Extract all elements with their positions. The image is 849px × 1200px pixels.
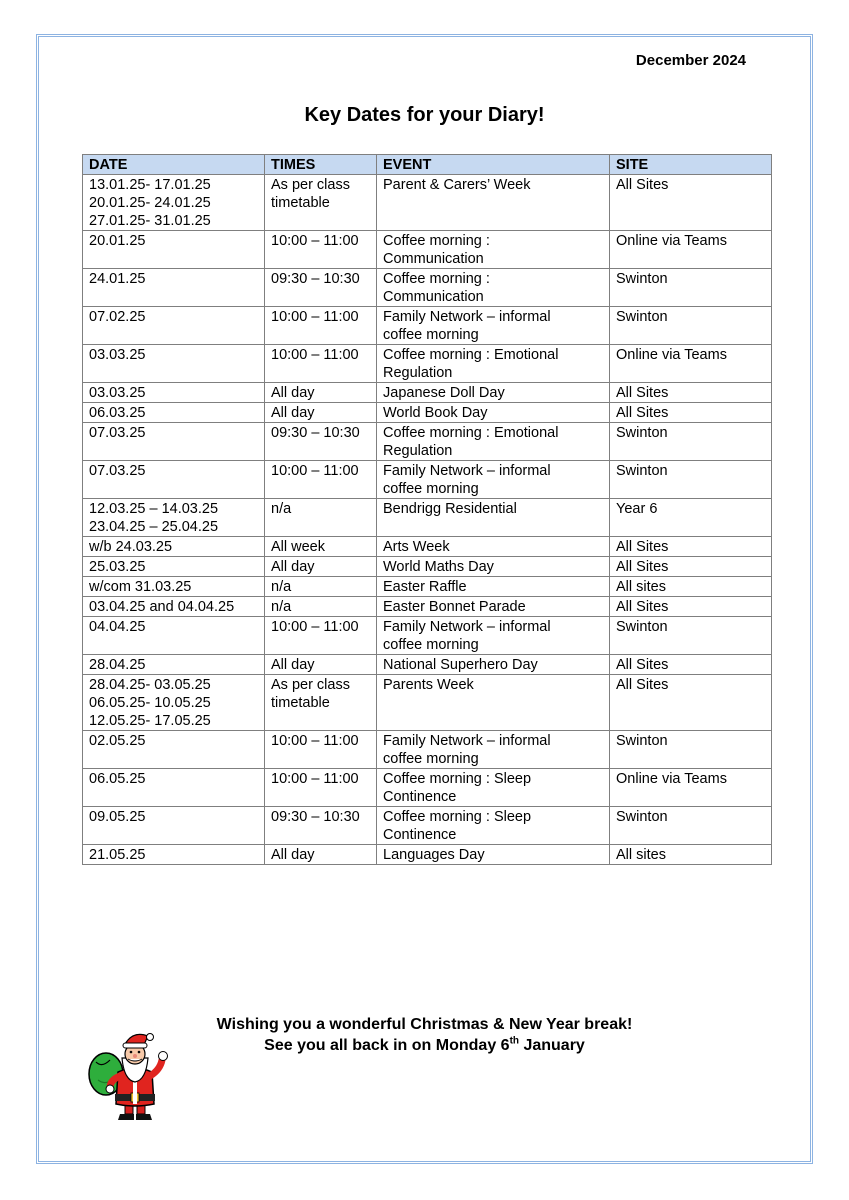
table-row [83,231,772,269]
event-cell-text: coffee morning [383,327,479,343]
return-date-suffix: January [519,1037,585,1054]
event-cell [377,231,610,269]
table-row [83,675,772,731]
date-cell-text: 28.04.25 [89,657,146,673]
site-cell [610,769,772,807]
date-cell [83,345,265,383]
site-cell [610,499,772,537]
event-cell [377,655,610,675]
times-cell [265,307,377,345]
site-cell [610,845,772,865]
event-cell-text: Family Network – informal [383,619,551,635]
times-cell-text: 10:00 – 11:00 [271,309,359,325]
site-cell [610,231,772,269]
event-cell-text: Parent & Carers’ Week [383,177,531,193]
site-cell-text: Year 6 [616,501,658,517]
times-cell-text: 09:30 – 10:30 [271,809,360,825]
column-header-times: TIMES [265,155,377,175]
event-cell-text: Japanese Doll Day [383,385,505,401]
column-header-site: SITE [610,155,772,175]
site-cell-text: Online via Teams [616,233,727,249]
times-cell-text: n/a [271,501,292,517]
date-cell-text: 03.04.25 and 04.04.25 [89,599,235,615]
date-cell [83,731,265,769]
date-cell-text: 24.01.25 [89,271,146,287]
site-cell [610,537,772,557]
times-cell-text: 10:00 – 11:00 [271,463,359,479]
event-cell [377,577,610,597]
times-cell-text: 10:00 – 11:00 [271,347,359,363]
table-row [83,655,772,675]
event-cell-text: coffee morning [383,751,479,767]
site-cell-text: Swinton [616,463,668,479]
table-row [83,269,772,307]
date-cell [83,675,265,731]
site-cell [610,557,772,577]
times-cell [265,807,377,845]
times-cell [265,231,377,269]
site-cell-text: All sites [616,847,666,863]
event-cell [377,731,610,769]
times-cell [265,769,377,807]
table-row [83,577,772,597]
table-row [83,557,772,577]
event-cell [377,383,610,403]
event-cell [377,537,610,557]
times-cell [265,675,377,731]
times-cell [265,383,377,403]
ordinal-suffix: th [509,1035,520,1047]
event-cell-text: Communication [383,289,484,305]
date-cell-text: 06.05.25 [89,771,146,787]
event-cell [377,307,610,345]
site-cell-text: All Sites [616,177,669,193]
date-cell [83,845,265,865]
event-cell-text: Family Network – informal [383,733,551,749]
site-cell-text: Swinton [616,309,668,325]
times-cell-text: 10:00 – 11:00 [271,619,359,635]
date-cell [83,655,265,675]
site-cell-text: All Sites [616,677,669,693]
date-cell-text: 07.02.25 [89,309,146,325]
event-cell-text: Continence [383,789,457,805]
table-row [83,597,772,617]
event-cell-text: Arts Week [383,539,450,555]
event-cell [377,461,610,499]
table-row [83,769,772,807]
date-cell [83,537,265,557]
date-cell-text: 03.03.25 [89,347,146,363]
event-cell-text: Regulation [383,443,453,459]
event-cell-text: Coffee morning : [383,233,490,249]
times-cell-text: 10:00 – 11:00 [271,233,359,249]
holiday-message-line-1: Wishing you a wonderful Christmas & New Year break! [216,1016,633,1033]
document-date: December 2024 [635,52,746,69]
site-cell-text: Swinton [616,271,668,287]
table-header-row [83,155,772,175]
table-row [83,175,772,231]
event-cell-text: coffee morning [383,481,479,497]
table-body [83,175,772,865]
date-cell [83,557,265,577]
times-cell-text: n/a [271,579,292,595]
table-row [83,383,772,403]
times-cell [265,617,377,655]
times-cell [265,499,377,537]
table-row [83,345,772,383]
date-cell [83,269,265,307]
table-row [83,845,772,865]
date-cell-text: 27.01.25- 31.01.25 [89,213,211,229]
date-cell-text: 28.04.25- 03.05.25 [89,677,211,693]
table-row [83,403,772,423]
column-header-date: DATE [83,155,265,175]
date-cell [83,499,265,537]
santa-icon [84,1028,180,1124]
site-cell-text: Online via Teams [616,347,727,363]
key-dates-table [82,154,772,865]
site-cell-text: Swinton [616,809,668,825]
date-cell-text: 07.03.25 [89,425,146,441]
site-cell [610,807,772,845]
site-cell-text: All Sites [616,385,669,401]
times-cell-text: 09:30 – 10:30 [271,425,360,441]
site-cell [610,617,772,655]
event-cell-text: Coffee morning : Sleep [383,809,532,825]
site-cell-text: All Sites [616,539,669,555]
site-cell-text: All Sites [616,657,669,673]
times-cell-text: n/a [271,599,292,615]
date-cell-text: 20.01.25- 24.01.25 [89,195,211,211]
table-row [83,537,772,557]
date-cell-text: 12.03.25 – 14.03.25 [89,501,219,517]
table-row [83,617,772,655]
date-cell [83,175,265,231]
event-cell [377,845,610,865]
table-row [83,307,772,345]
times-cell-text: 09:30 – 10:30 [271,271,360,287]
event-cell-text: Coffee morning : Sleep [383,771,532,787]
date-cell-text: 04.04.25 [89,619,146,635]
date-cell-text: 07.03.25 [89,463,146,479]
site-cell-text: All Sites [616,405,669,421]
site-cell-text: All sites [616,579,666,595]
table-row [83,461,772,499]
date-cell [83,461,265,499]
event-cell-text: Family Network – informal [383,463,551,479]
site-cell [610,269,772,307]
site-cell-text: All Sites [616,559,669,575]
date-cell-text: 23.04.25 – 25.04.25 [89,519,219,535]
date-cell-text: 06.05.25- 10.05.25 [89,695,211,711]
event-cell-text: Languages Day [383,847,485,863]
date-cell [83,769,265,807]
times-cell [265,577,377,597]
date-cell-text: 12.05.25- 17.05.25 [89,713,211,729]
site-cell [610,383,772,403]
event-cell [377,499,610,537]
event-cell-text: Easter Raffle [383,579,467,595]
table-row [83,807,772,845]
event-cell [377,807,610,845]
event-cell [377,557,610,577]
times-cell-text: timetable [271,695,330,711]
event-cell [377,345,610,383]
times-cell-text: All day [271,385,315,401]
site-cell-text: All Sites [616,599,669,615]
times-cell-text: 10:00 – 11:00 [271,733,359,749]
times-cell [265,269,377,307]
event-cell [377,423,610,461]
table-row [83,499,772,537]
times-cell-text: 10:00 – 11:00 [271,771,359,787]
date-cell-text: w/b 24.03.25 [89,539,173,555]
date-cell-text: 20.01.25 [89,233,146,249]
date-cell-text: 02.05.25 [89,733,146,749]
table-row [83,423,772,461]
date-cell-text: w/com 31.03.25 [89,579,192,595]
times-cell-text: All day [271,559,315,575]
event-cell-text: Continence [383,827,457,843]
site-cell [610,655,772,675]
event-cell [377,675,610,731]
site-cell [610,675,772,731]
times-cell [265,403,377,423]
event-cell-text: National Superhero Day [383,657,538,673]
event-cell-text: Coffee morning : Emotional [383,347,559,363]
site-cell [610,577,772,597]
event-cell-text: coffee morning [383,637,479,653]
date-cell [83,403,265,423]
site-cell [610,461,772,499]
date-cell [83,231,265,269]
event-cell-text: Easter Bonnet Parade [383,599,526,615]
date-cell-text: 09.05.25 [89,809,146,825]
times-cell [265,597,377,617]
times-cell [265,345,377,383]
times-cell-text: As per class [271,677,350,693]
event-cell-text: Coffee morning : Emotional [383,425,559,441]
event-cell [377,175,610,231]
times-cell [265,423,377,461]
event-cell-text: World Maths Day [383,559,494,575]
date-cell-text: 21.05.25 [89,847,146,863]
date-cell-text: 25.03.25 [89,559,146,575]
times-cell [265,731,377,769]
times-cell [265,175,377,231]
date-cell [83,807,265,845]
site-cell [610,403,772,423]
event-cell-text: Regulation [383,365,453,381]
site-cell [610,307,772,345]
times-cell-text: All day [271,405,315,421]
date-cell [83,307,265,345]
site-cell-text: Swinton [616,619,668,635]
times-cell-text: All day [271,657,315,673]
date-cell-text: 06.03.25 [89,405,146,421]
date-cell [83,423,265,461]
times-cell-text: All day [271,847,315,863]
times-cell [265,557,377,577]
date-cell [83,597,265,617]
event-cell-text: Bendrigg Residential [383,501,517,517]
event-cell-text: Parents Week [383,677,474,693]
times-cell-text: timetable [271,195,330,211]
site-cell-text: Online via Teams [616,771,727,787]
event-cell [377,269,610,307]
site-cell [610,345,772,383]
site-cell-text: Swinton [616,733,668,749]
site-cell [610,423,772,461]
times-cell [265,461,377,499]
times-cell-text: All week [271,539,325,555]
return-date-prefix: See you all back in on Monday 6 [264,1037,510,1054]
date-cell [83,383,265,403]
date-cell [83,617,265,655]
times-cell-text: As per class [271,177,350,193]
event-cell [377,769,610,807]
column-header-event: EVENT [377,155,610,175]
date-cell [83,577,265,597]
event-cell-text: Family Network – informal [383,309,551,325]
event-cell-text: Communication [383,251,484,267]
times-cell [265,845,377,865]
event-cell [377,617,610,655]
site-cell-text: Swinton [616,425,668,441]
page-title: Key Dates for your Diary! [304,104,545,126]
site-cell [610,175,772,231]
event-cell-text: World Book Day [383,405,488,421]
event-cell [377,403,610,423]
event-cell [377,597,610,617]
date-cell-text: 03.03.25 [89,385,146,401]
table-row [83,731,772,769]
times-cell [265,537,377,557]
date-cell-text: 13.01.25- 17.01.25 [89,177,211,193]
event-cell-text: Coffee morning : [383,271,490,287]
times-cell [265,655,377,675]
site-cell [610,731,772,769]
site-cell [610,597,772,617]
